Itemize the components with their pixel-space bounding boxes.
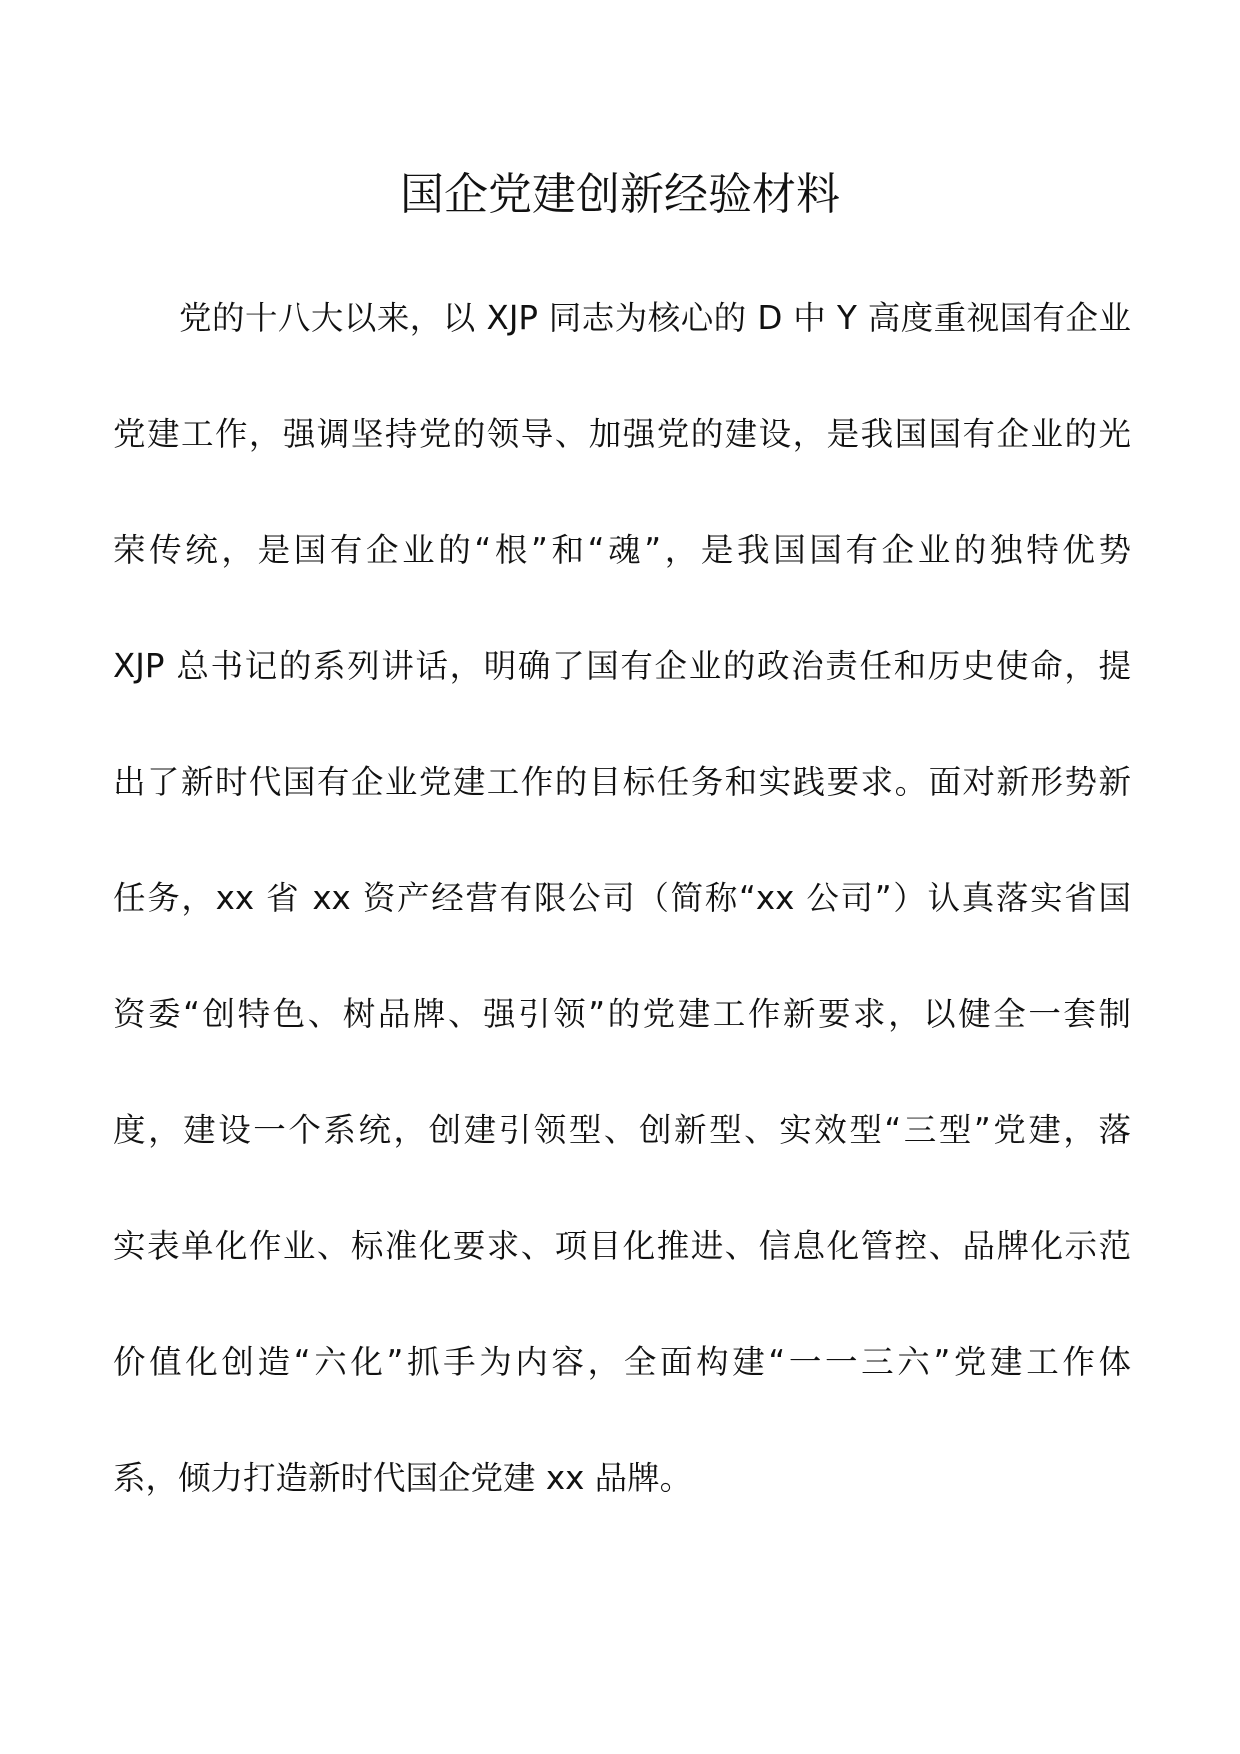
body-line: 党建工作，强调坚持党的领导、加强党的建设，是我国国有企业的光 xyxy=(113,415,1131,453)
body-line: 实表单化作业、标准化要求、项目化推进、信息化管控、品牌化示范 xyxy=(113,1227,1131,1265)
body-line: XJP 总书记的系列讲话，明确了国有企业的政治责任和历史使命，提 xyxy=(113,647,1131,685)
body-line: 资委“创特色、树品牌、强引领”的党建工作新要求，以健全一套制 xyxy=(113,995,1131,1033)
body-line: 荣传统，是国有企业的“根”和“魂”，是我国国有企业的独特优势 xyxy=(113,531,1131,569)
body-line: 价值化创造“六化”抓手为内容，全面构建“一一三六”党建工作体 xyxy=(113,1343,1131,1381)
document-title: 国企党建创新经验材料 xyxy=(400,169,840,220)
body-line: 任务，xx 省 xx 资产经营有限公司（简称“xx 公司”）认真落实省国 xyxy=(113,879,1131,917)
body-line: 系，倾力打造新时代国企党建 xx 品牌。 xyxy=(113,1459,693,1497)
body-line: 党的十八大以来，以 XJP 同志为核心的 D 中 Y 高度重视国有企业 xyxy=(179,299,1131,337)
body-line: 度，建设一个系统，创建引领型、创新型、实效型“三型”党建，落 xyxy=(113,1111,1131,1149)
body-line: 出了新时代国有企业党建工作的目标任务和实践要求。面对新形势新 xyxy=(113,763,1131,801)
